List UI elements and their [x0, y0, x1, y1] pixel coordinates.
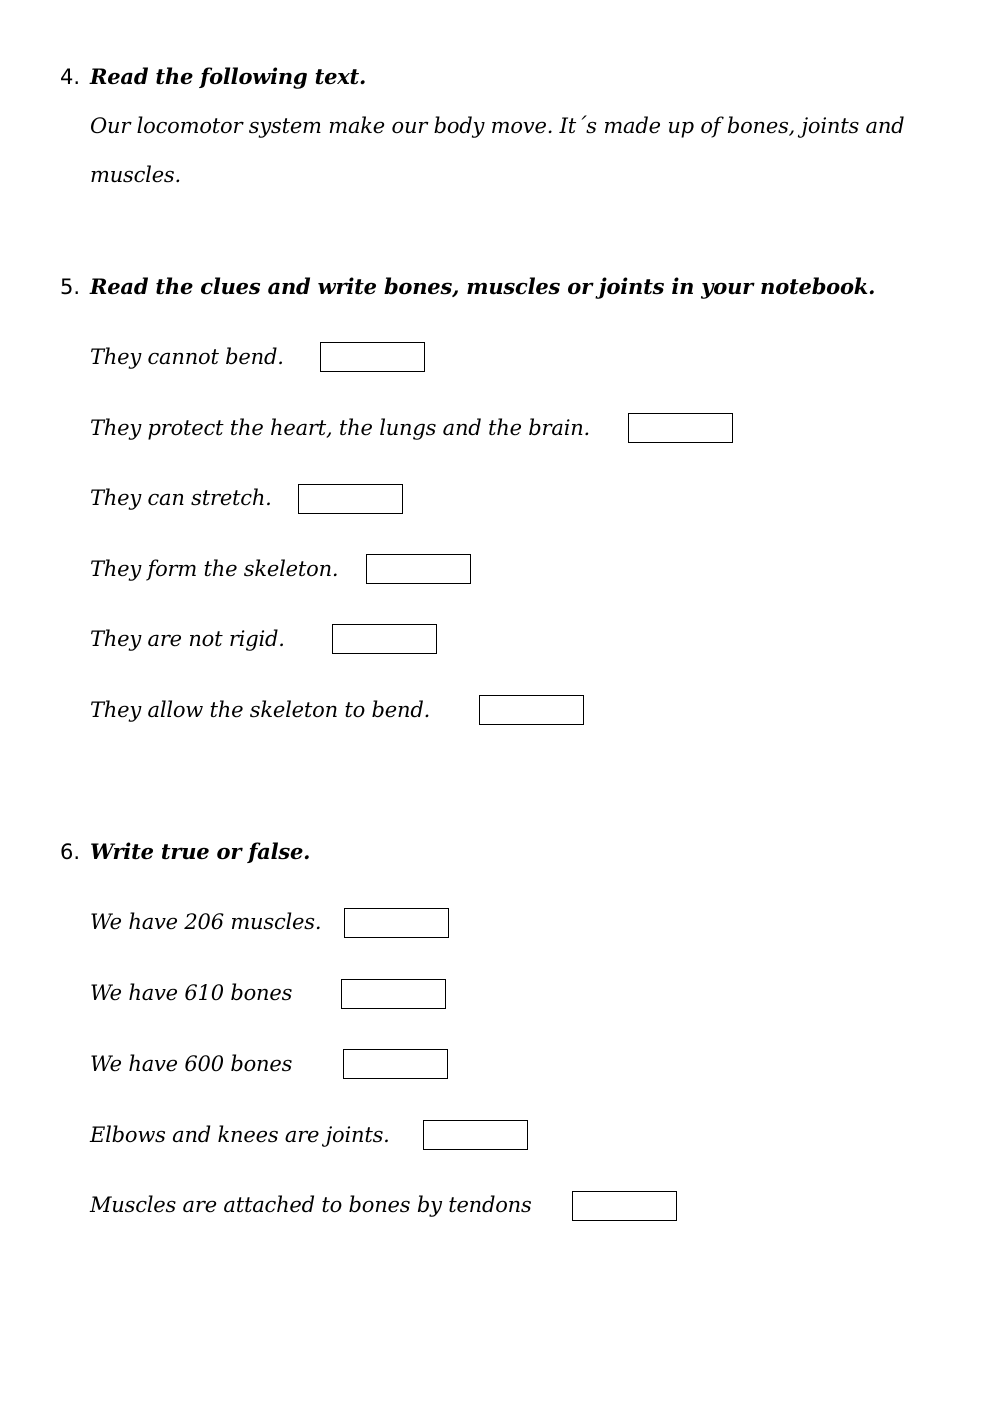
- clue-answer-box[interactable]: [298, 484, 403, 514]
- section-6-number: 6.: [60, 840, 81, 864]
- clue-text: They form the skeleton.: [90, 557, 339, 581]
- clue-text: They are not rigid.: [90, 627, 285, 651]
- clue-answer-box[interactable]: [479, 695, 584, 725]
- section-5-number: 5.: [60, 275, 81, 299]
- clue-text: They allow the skeleton to bend.: [90, 698, 431, 722]
- section-4-paragraph-line-2: muscles.: [90, 163, 181, 187]
- true-false-answer-box[interactable]: [344, 908, 449, 938]
- clue-answer-box[interactable]: [320, 342, 425, 372]
- clue-answer-box[interactable]: [332, 624, 437, 654]
- statement-text: We have 610 bones: [90, 981, 293, 1005]
- section-4-number: 4.: [60, 65, 81, 89]
- section-6-heading: Write true or false.: [90, 839, 311, 864]
- clue-text: They can stretch.: [90, 486, 272, 510]
- true-false-answer-box[interactable]: [341, 979, 446, 1009]
- clue-answer-box[interactable]: [628, 413, 733, 443]
- statement-text: We have 600 bones: [90, 1052, 293, 1076]
- true-false-answer-box[interactable]: [423, 1120, 528, 1150]
- clue-text: They cannot bend.: [90, 345, 284, 369]
- section-4-paragraph-line-1: Our locomotor system make our body move. It´s made up of bones, joints and: [90, 114, 905, 138]
- statement-text: We have 206 muscles.: [90, 910, 322, 934]
- section-5-heading: Read the clues and write bones, muscles or joints in your notebook.: [90, 274, 876, 299]
- statement-text: Elbows and knees are joints.: [90, 1123, 390, 1147]
- true-false-answer-box[interactable]: [343, 1049, 448, 1079]
- statement-text: Muscles are attached to bones by tendons: [90, 1193, 532, 1217]
- clue-answer-box[interactable]: [366, 554, 471, 584]
- section-4-heading: Read the following text.: [90, 64, 367, 89]
- clue-text: They protect the heart, the lungs and the brain.: [90, 416, 591, 440]
- true-false-answer-box[interactable]: [572, 1191, 677, 1221]
